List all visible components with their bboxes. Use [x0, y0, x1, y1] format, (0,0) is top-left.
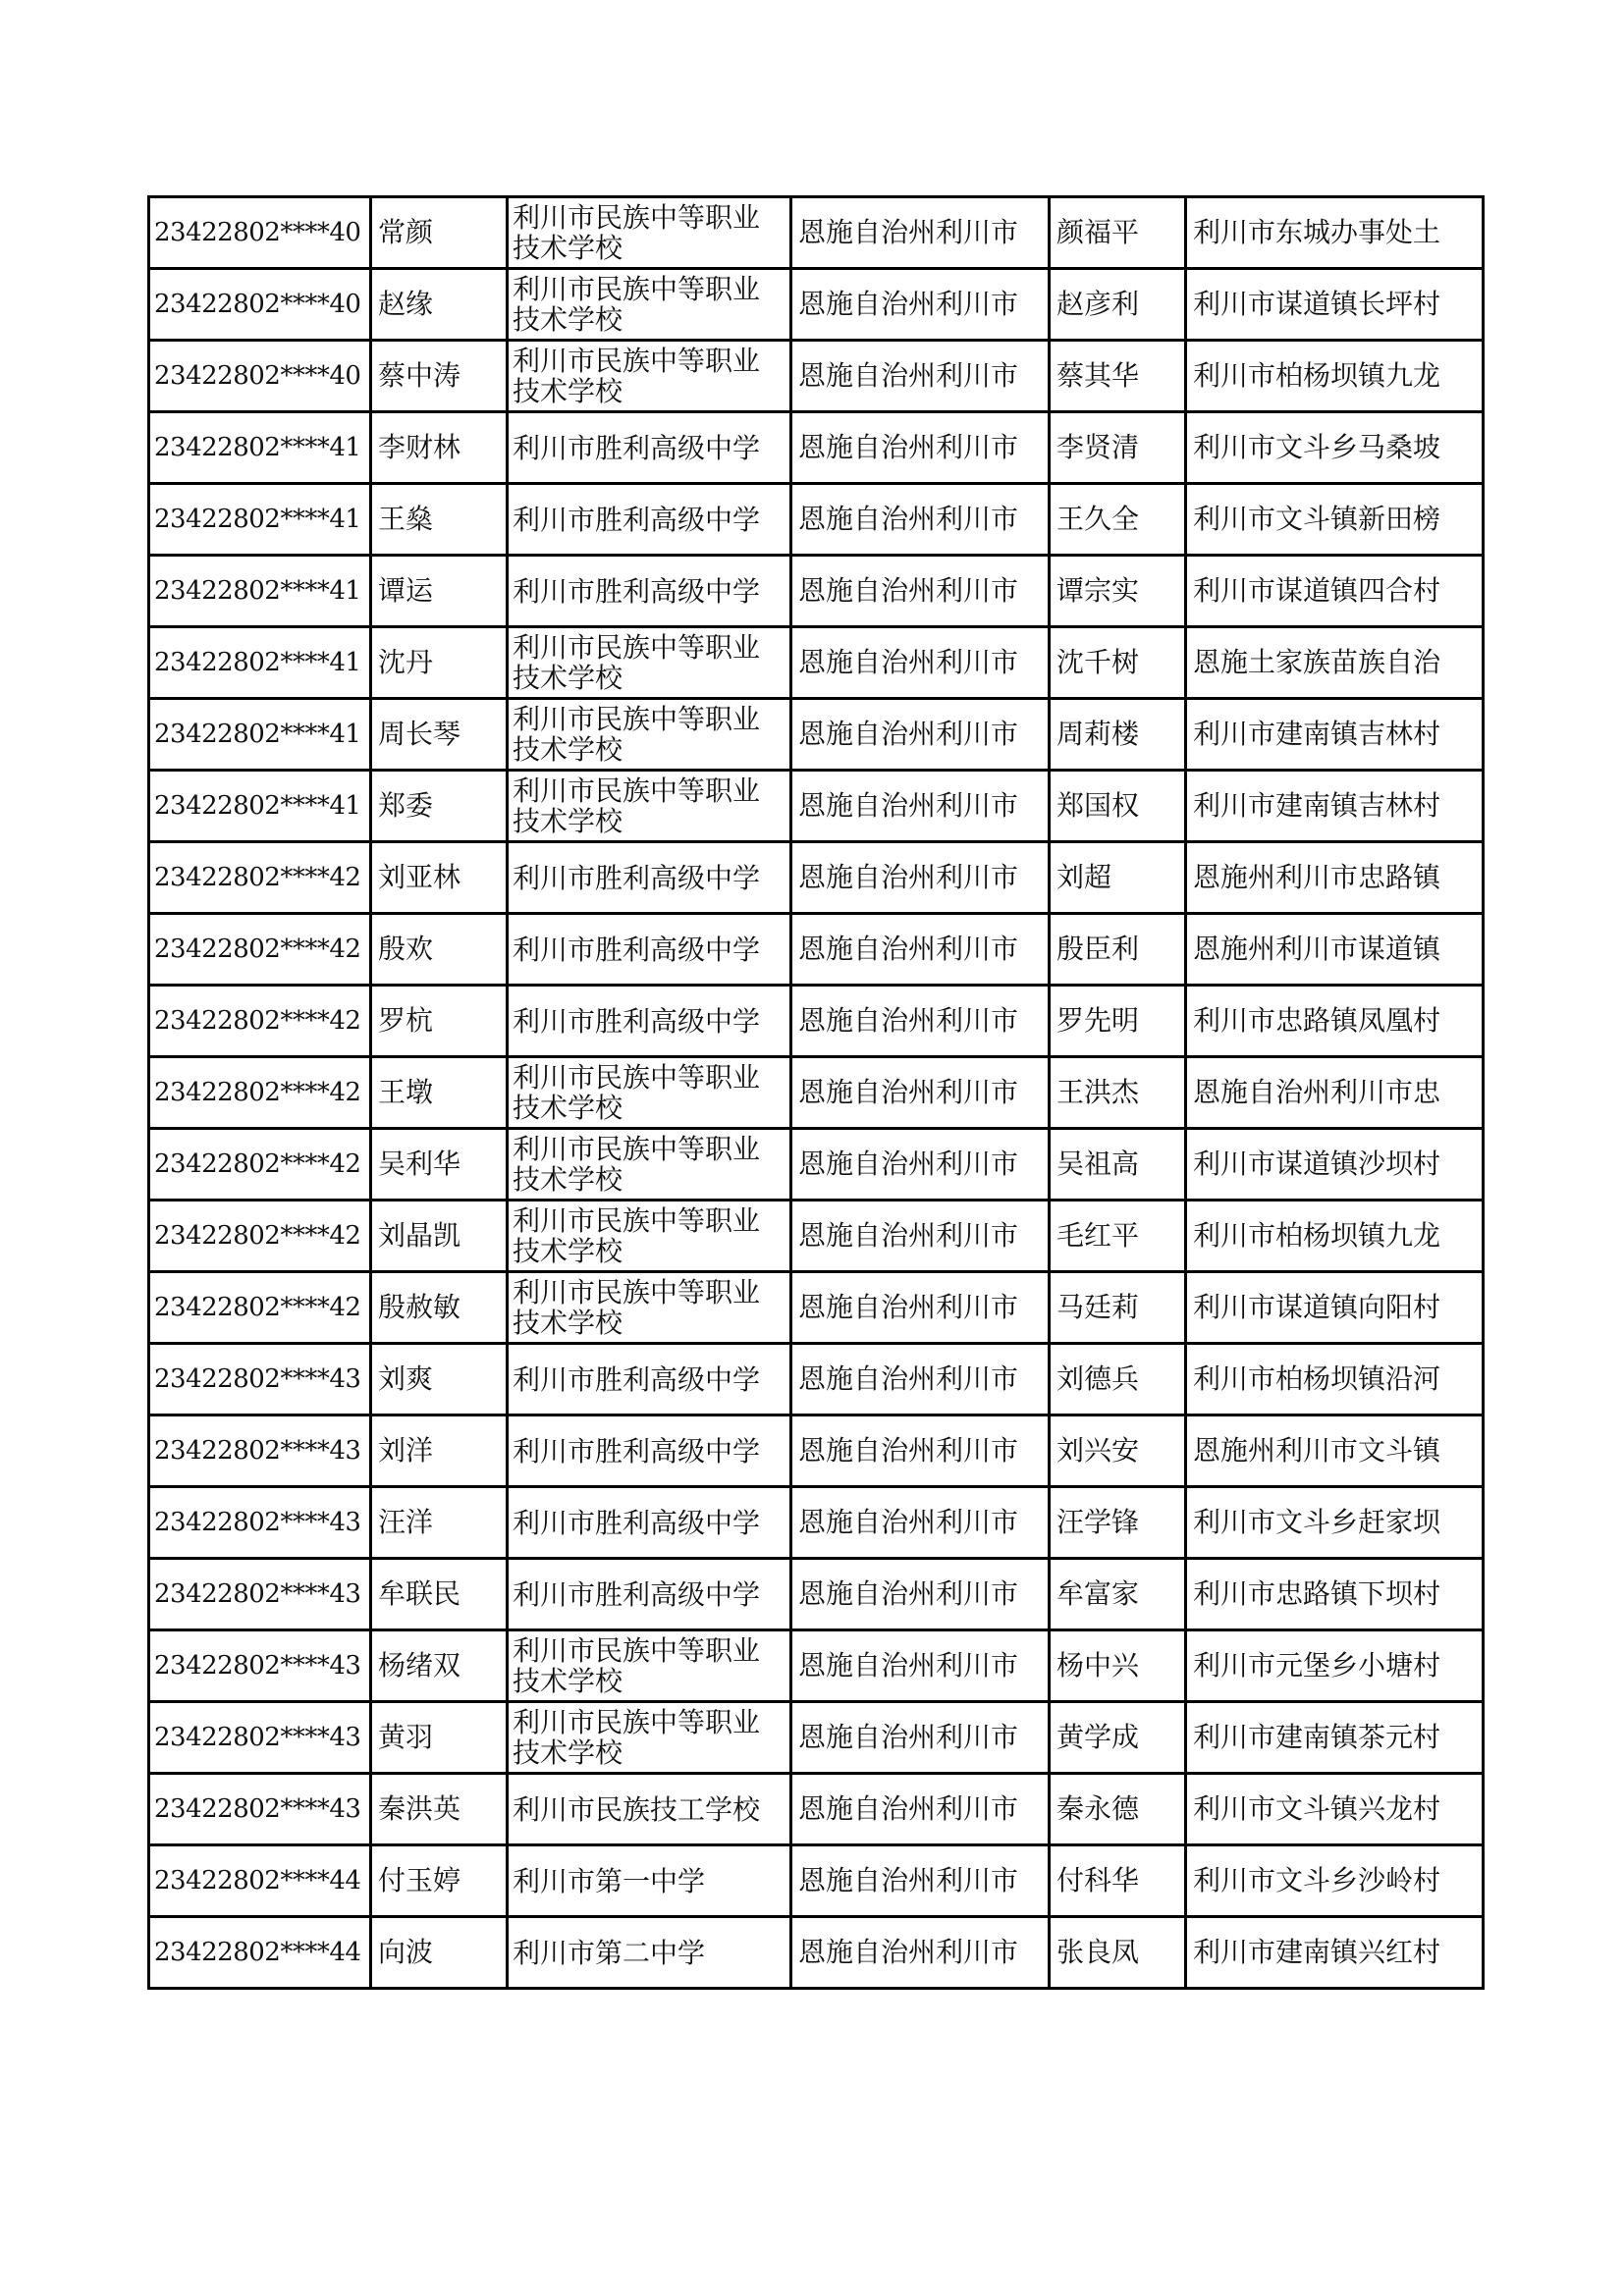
region-cell: 恩施自治州利川市: [791, 412, 1050, 484]
guardian-name-cell: 殷臣利: [1050, 914, 1186, 986]
student-name-cell: 付玉婷: [371, 1845, 508, 1917]
address-cell: 恩施州利川市文斗镇: [1186, 1415, 1484, 1487]
guardian-name-cell: 刘兴安: [1050, 1415, 1186, 1487]
school-name: 利川市民族中等职业技术学校: [513, 632, 761, 693]
school-cell: [508, 1487, 791, 1559]
region-cell: 恩施自治州利川市: [791, 1630, 1050, 1702]
student-id-cell: 23422802****42: [149, 1201, 371, 1272]
school-cell: [508, 556, 791, 627]
student-name-cell: 向波: [371, 1917, 508, 1989]
student-id-cell: 23422802****43: [149, 1415, 371, 1487]
school-cell: [508, 412, 791, 484]
school-name: 利川市胜利高级中学: [513, 1005, 761, 1037]
table-row: [149, 699, 1484, 771]
guardian-name-cell: 李贤清: [1050, 412, 1186, 484]
student-name-cell: 刘洋: [371, 1415, 508, 1487]
table-row: [149, 1057, 1484, 1129]
address-cell: 利川市柏杨坝镇沿河: [1186, 1344, 1484, 1415]
school-cell: [508, 699, 791, 771]
region-cell: 恩施自治州利川市: [791, 556, 1050, 627]
region-cell: 恩施自治州利川市: [791, 627, 1050, 699]
region-cell: 恩施自治州利川市: [791, 914, 1050, 986]
student-name-cell: 殷赦敏: [371, 1272, 508, 1344]
region-cell: 恩施自治州利川市: [791, 1415, 1050, 1487]
table-row: [149, 1630, 1484, 1702]
address-cell: 利川市东城办事处土: [1186, 197, 1484, 269]
student-name-cell: 李财林: [371, 412, 508, 484]
guardian-name-cell: 牟富家: [1050, 1559, 1186, 1630]
address-cell: 利川市忠路镇下坝村: [1186, 1559, 1484, 1630]
address-cell: 利川市谋道镇向阳村: [1186, 1272, 1484, 1344]
student-name-cell: 秦洪英: [371, 1774, 508, 1845]
school-name: 利川市民族技工学校: [513, 1793, 761, 1825]
address-cell: 利川市柏杨坝镇九龙: [1186, 1201, 1484, 1272]
table-row: [149, 986, 1484, 1057]
school-cell: [508, 1702, 791, 1774]
table-row: [149, 1845, 1484, 1917]
region-cell: 恩施自治州利川市: [791, 197, 1050, 269]
region-cell: 恩施自治州利川市: [791, 1057, 1050, 1129]
school-name: 利川市胜利高级中学: [513, 1363, 761, 1395]
student-id-cell: 23422802****42: [149, 842, 371, 914]
school-name: 利川市民族中等职业技术学校: [513, 1205, 761, 1266]
address-cell: 利川市建南镇吉林村: [1186, 771, 1484, 842]
school-name: 利川市胜利高级中学: [513, 1578, 761, 1610]
address-cell: 利川市文斗镇兴龙村: [1186, 1774, 1484, 1845]
address-cell: 利川市谋道镇四合村: [1186, 556, 1484, 627]
guardian-name-cell: 马廷莉: [1050, 1272, 1186, 1344]
school-cell: [508, 1917, 791, 1989]
student-name-cell: 赵缘: [371, 269, 508, 341]
student-name-cell: 郑委: [371, 771, 508, 842]
student-id-cell: 23422802****40: [149, 341, 371, 412]
guardian-name-cell: 张良凤: [1050, 1917, 1186, 1989]
table-row: [149, 1272, 1484, 1344]
region-cell: 恩施自治州利川市: [791, 1917, 1050, 1989]
table-row: [149, 1129, 1484, 1201]
address-cell: 恩施自治州利川市忠: [1186, 1057, 1484, 1129]
guardian-name-cell: 杨中兴: [1050, 1630, 1186, 1702]
school-name: 利川市胜利高级中学: [513, 934, 761, 965]
school-name: 利川市民族中等职业技术学校: [513, 1134, 761, 1195]
table-row: [149, 914, 1484, 986]
school-name: 利川市第一中学: [513, 1865, 706, 1896]
guardian-name-cell: 赵彦利: [1050, 269, 1186, 341]
school-cell: [508, 1845, 791, 1917]
school-cell: [508, 842, 791, 914]
student-id-cell: 23422802****42: [149, 914, 371, 986]
region-cell: 恩施自治州利川市: [791, 1272, 1050, 1344]
school-cell: [508, 484, 791, 556]
school-cell: [508, 1057, 791, 1129]
student-name-cell: 王燊: [371, 484, 508, 556]
student-name-cell: 常颜: [371, 197, 508, 269]
table-row: [149, 412, 1484, 484]
region-cell: 恩施自治州利川市: [791, 699, 1050, 771]
school-cell: [508, 914, 791, 986]
school-cell: [508, 269, 791, 341]
student-id-cell: 23422802****40: [149, 269, 371, 341]
region-cell: 恩施自治州利川市: [791, 341, 1050, 412]
student-name-cell: 牟联民: [371, 1559, 508, 1630]
school-cell: [508, 627, 791, 699]
student-name-cell: 汪洋: [371, 1487, 508, 1559]
school-cell: [508, 341, 791, 412]
student-id-cell: 23422802****44: [149, 1845, 371, 1917]
guardian-name-cell: 王久全: [1050, 484, 1186, 556]
region-cell: 恩施自治州利川市: [791, 771, 1050, 842]
school-name: 利川市民族中等职业技术学校: [513, 704, 761, 765]
table-row: [149, 1201, 1484, 1272]
guardian-name-cell: 秦永德: [1050, 1774, 1186, 1845]
school-name: 利川市胜利高级中学: [513, 575, 761, 607]
guardian-name-cell: 郑国权: [1050, 771, 1186, 842]
address-cell: 利川市建南镇茶元村: [1186, 1702, 1484, 1774]
guardian-name-cell: 付科华: [1050, 1845, 1186, 1917]
student-name-cell: 吴利华: [371, 1129, 508, 1201]
school-cell: [508, 1201, 791, 1272]
table-row: [149, 1774, 1484, 1845]
table-row: [149, 1559, 1484, 1630]
region-cell: 恩施自治州利川市: [791, 986, 1050, 1057]
student-id-cell: 23422802****42: [149, 1272, 371, 1344]
student-id-cell: 23422802****43: [149, 1774, 371, 1845]
school-name: 利川市胜利高级中学: [513, 1435, 761, 1467]
student-id-cell: 23422802****41: [149, 771, 371, 842]
student-id-cell: 23422802****43: [149, 1630, 371, 1702]
guardian-name-cell: 谭宗实: [1050, 556, 1186, 627]
table-row: [149, 1917, 1484, 1989]
student-id-cell: 23422802****43: [149, 1487, 371, 1559]
student-id-cell: 23422802****40: [149, 197, 371, 269]
student-roster-table: [147, 195, 1485, 1990]
region-cell: 恩施自治州利川市: [791, 842, 1050, 914]
guardian-name-cell: 颜福平: [1050, 197, 1186, 269]
address-cell: 恩施州利川市忠路镇: [1186, 842, 1484, 914]
student-name-cell: 谭运: [371, 556, 508, 627]
table-row: [149, 197, 1484, 269]
region-cell: 恩施自治州利川市: [791, 1487, 1050, 1559]
school-cell: [508, 986, 791, 1057]
table-row: [149, 484, 1484, 556]
school-name: 利川市民族中等职业技术学校: [513, 1635, 761, 1696]
student-id-cell: 23422802****41: [149, 556, 371, 627]
roster-body: [149, 197, 1484, 1989]
school-name: 利川市民族中等职业技术学校: [513, 1062, 761, 1123]
school-name: 利川市民族中等职业技术学校: [513, 202, 761, 263]
student-id-cell: 23422802****44: [149, 1917, 371, 1989]
region-cell: 恩施自治州利川市: [791, 1129, 1050, 1201]
table-row: [149, 1344, 1484, 1415]
address-cell: 利川市建南镇吉林村: [1186, 699, 1484, 771]
region-cell: 恩施自治州利川市: [791, 1559, 1050, 1630]
school-name: 利川市民族中等职业技术学校: [513, 274, 761, 335]
address-cell: 利川市文斗乡赶家坝: [1186, 1487, 1484, 1559]
guardian-name-cell: 毛红平: [1050, 1201, 1186, 1272]
table-row: [149, 1702, 1484, 1774]
student-id-cell: 23422802****41: [149, 412, 371, 484]
student-name-cell: 周长琴: [371, 699, 508, 771]
address-cell: 恩施州利川市谋道镇: [1186, 914, 1484, 986]
student-id-cell: 23422802****43: [149, 1559, 371, 1630]
address-cell: 利川市文斗镇新田榜: [1186, 484, 1484, 556]
table-row: [149, 341, 1484, 412]
region-cell: 恩施自治州利川市: [791, 1774, 1050, 1845]
student-name-cell: 刘亚林: [371, 842, 508, 914]
school-name: 利川市胜利高级中学: [513, 1507, 761, 1538]
guardian-name-cell: 刘超: [1050, 842, 1186, 914]
table-row: [149, 1415, 1484, 1487]
student-id-cell: 23422802****43: [149, 1344, 371, 1415]
student-id-cell: 23422802****43: [149, 1702, 371, 1774]
document-page: [147, 195, 1482, 1990]
guardian-name-cell: 沈千树: [1050, 627, 1186, 699]
table-row: [149, 842, 1484, 914]
address-cell: 恩施土家族苗族自治: [1186, 627, 1484, 699]
address-cell: 利川市忠路镇凤凰村: [1186, 986, 1484, 1057]
table-row: [149, 771, 1484, 842]
school-name: 利川市民族中等职业技术学校: [513, 1707, 761, 1768]
student-id-cell: 23422802****42: [149, 1129, 371, 1201]
guardian-name-cell: 周莉楼: [1050, 699, 1186, 771]
table-row: [149, 556, 1484, 627]
address-cell: 利川市文斗乡沙岭村: [1186, 1845, 1484, 1917]
school-name: 利川市胜利高级中学: [513, 504, 761, 535]
student-name-cell: 黄羽: [371, 1702, 508, 1774]
region-cell: 恩施自治州利川市: [791, 269, 1050, 341]
guardian-name-cell: 王洪杰: [1050, 1057, 1186, 1129]
address-cell: 利川市谋道镇沙坝村: [1186, 1129, 1484, 1201]
student-name-cell: 刘晶凯: [371, 1201, 508, 1272]
school-name: 利川市胜利高级中学: [513, 862, 761, 893]
student-id-cell: 23422802****41: [149, 627, 371, 699]
school-name: 利川市民族中等职业技术学校: [513, 775, 761, 836]
school-name: 利川市第二中学: [513, 1937, 706, 1968]
region-cell: 恩施自治州利川市: [791, 1702, 1050, 1774]
school-cell: [508, 1774, 791, 1845]
student-id-cell: 23422802****41: [149, 484, 371, 556]
school-cell: [508, 1129, 791, 1201]
guardian-name-cell: 黄学成: [1050, 1702, 1186, 1774]
region-cell: 恩施自治州利川市: [791, 484, 1050, 556]
address-cell: 利川市文斗乡马桑坡: [1186, 412, 1484, 484]
school-name: 利川市胜利高级中学: [513, 432, 761, 463]
guardian-name-cell: 汪学锋: [1050, 1487, 1186, 1559]
student-name-cell: 王墩: [371, 1057, 508, 1129]
school-cell: [508, 1415, 791, 1487]
school-name: 利川市民族中等职业技术学校: [513, 1277, 761, 1338]
student-id-cell: 23422802****42: [149, 1057, 371, 1129]
school-cell: [508, 197, 791, 269]
guardian-name-cell: 蔡其华: [1050, 341, 1186, 412]
guardian-name-cell: 罗先明: [1050, 986, 1186, 1057]
school-cell: [508, 1272, 791, 1344]
address-cell: 利川市柏杨坝镇九龙: [1186, 341, 1484, 412]
student-id-cell: 23422802****41: [149, 699, 371, 771]
student-name-cell: 罗杭: [371, 986, 508, 1057]
address-cell: 利川市谋道镇长坪村: [1186, 269, 1484, 341]
table-row: [149, 269, 1484, 341]
student-name-cell: 沈丹: [371, 627, 508, 699]
region-cell: 恩施自治州利川市: [791, 1845, 1050, 1917]
student-name-cell: 杨绪双: [371, 1630, 508, 1702]
region-cell: 恩施自治州利川市: [791, 1201, 1050, 1272]
guardian-name-cell: 刘德兵: [1050, 1344, 1186, 1415]
school-cell: [508, 1559, 791, 1630]
region-cell: 恩施自治州利川市: [791, 1344, 1050, 1415]
table-row: [149, 627, 1484, 699]
student-name-cell: 蔡中涛: [371, 341, 508, 412]
school-cell: [508, 1344, 791, 1415]
address-cell: 利川市元堡乡小塘村: [1186, 1630, 1484, 1702]
student-id-cell: 23422802****42: [149, 986, 371, 1057]
school-cell: [508, 771, 791, 842]
school-name: 利川市民族中等职业技术学校: [513, 346, 761, 406]
address-cell: 利川市建南镇兴红村: [1186, 1917, 1484, 1989]
student-name-cell: 殷欢: [371, 914, 508, 986]
table-row: [149, 1487, 1484, 1559]
guardian-name-cell: 吴祖高: [1050, 1129, 1186, 1201]
student-name-cell: 刘爽: [371, 1344, 508, 1415]
school-cell: [508, 1630, 791, 1702]
